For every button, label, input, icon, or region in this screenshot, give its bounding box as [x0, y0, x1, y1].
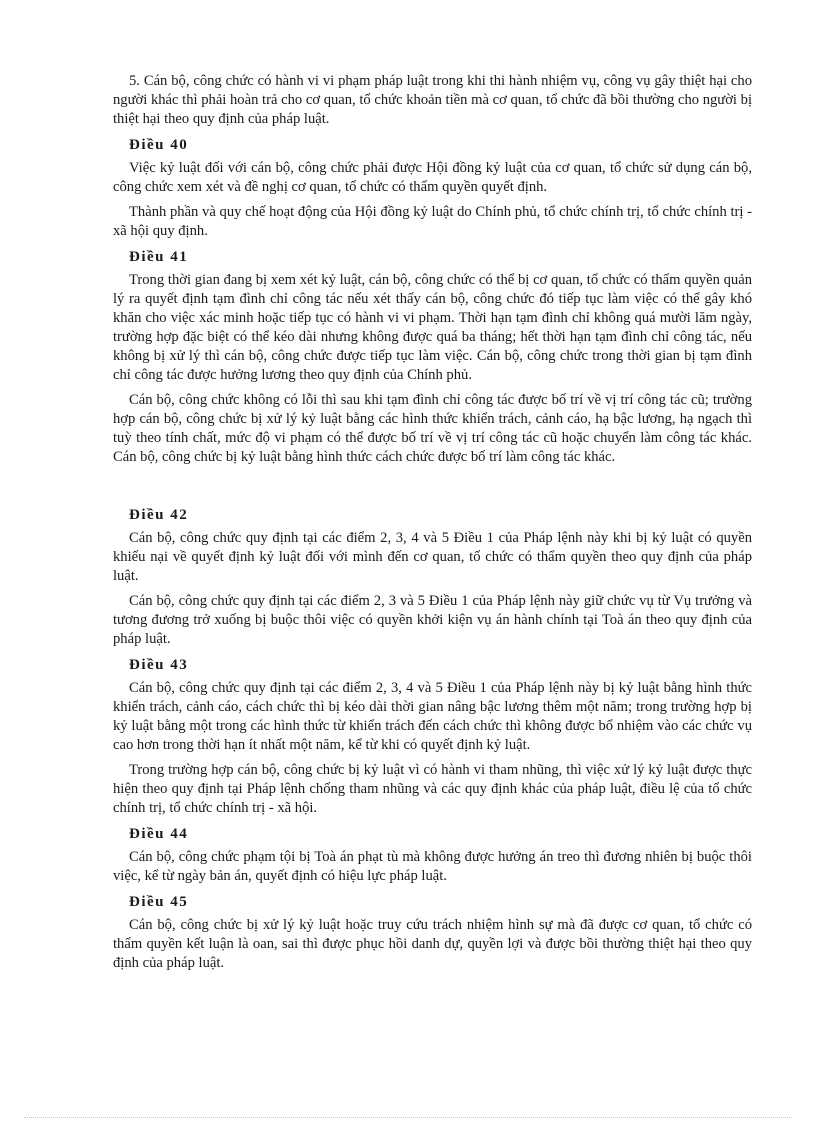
article-45-heading: Điều 45: [129, 894, 189, 910]
page-bottom-divider: [24, 1117, 792, 1118]
article-41-paragraph-1: Trong thời gian đang bị xem xét kỷ luật, cán bộ, công chức có thể bị cơ quan, tổ chức có thẩm quyền quản lý ra quyết định tạm đình chỉ công tác nếu xét thấy cán bộ, công chức đó tiếp tục làm việc có thể gây khó khăn cho việc xác minh hoặc tiếp tục có hành vi vi phạm. Thời hạn tạm đình chỉ không quá mười lăm ngày, trường hợp đặc biệt có thể kéo dài nhưng không được quá ba tháng; hết thời hạn tạm đình chỉ công tác, nếu không bị xử lý thì cán bộ, công chức được tiếp tục làm việc. Cán bộ, công chức trong thời gian bị tạm đình chỉ công tác được hưởng lương theo quy định của Chính phủ.: [113, 272, 752, 383]
document-page: [113, 72, 752, 979]
article-41-paragraph-2: Cán bộ, công chức không có lỗi thì sau khi tạm đình chỉ công tác được bố trí về vị trí công tác cũ; trường hợp cán bộ, công chức bị xử lý kỷ luật bằng các hình thức khiển trách, cảnh cáo, hạ bậc lương, hạ ngạch thì tuỳ theo tính chất, mức độ vi phạm có thể được bố trí về vị trí công tác cũ hoặc chuyển làm công tác khác. Cán bộ, công chức bị kỷ luật bằng hình thức cách chức được bố trí làm công tác khác.: [113, 392, 752, 465]
article-44-paragraph-1: Cán bộ, công chức phạm tội bị Toà án phạt tù mà không được hưởng án treo thì đương nhiên bị buộc thôi việc, kể từ ngày bản án, quyết định có hiệu lực pháp luật.: [113, 849, 752, 884]
article-43-paragraph-2: Trong trường hợp cán bộ, công chức bị kỷ luật vì có hành vi tham nhũng, thì việc xử lý kỷ luật được thực hiện theo quy định tại Pháp lệnh chống tham nhũng và các quy định khác của pháp luật, điều lệ của tổ chức chính trị, tổ chức chính trị - xã hội.: [113, 762, 752, 816]
article-41-heading: Điều 41: [129, 249, 189, 265]
article-44-heading: Điều 44: [129, 826, 189, 842]
article-43-paragraph-1: Cán bộ, công chức quy định tại các điểm 2, 3, 4 và 5 Điều 1 của Pháp lệnh này bị kỷ luật bằng hình thức khiển trách, cảnh cáo, cách chức thì bị kéo dài thời gian nâng bậc lương thêm một năm; trong trường hợp bị kỷ luật bằng một trong các hình thức từ khiển trách đến cách chức thì không được bổ nhiệm vào các chức vụ cao hơn trong thời hạn ít nhất một năm, kể từ khi có quyết định kỷ luật.: [113, 680, 752, 753]
section-gap: [113, 473, 752, 505]
article-40-paragraph-1: Việc kỷ luật đối với cán bộ, công chức phải được Hội đồng kỷ luật của cơ quan, tổ chức sử dụng cán bộ, công chức xem xét và đề nghị cơ quan, tổ chức có thẩm quyền quyết định.: [113, 160, 752, 195]
article-43-heading: Điều 43: [129, 657, 189, 673]
article-42-paragraph-2: Cán bộ, công chức quy định tại các điểm 2, 3 và 5 Điều 1 của Pháp lệnh này giữ chức vụ từ Vụ trưởng và tương đương trở xuống bị buộc thôi việc có quyền khởi kiện vụ án hành chính tại Toà án theo quy định của pháp luật.: [113, 593, 752, 647]
article-42-paragraph-1: Cán bộ, công chức quy định tại các điểm 2, 3, 4 và 5 Điều 1 của Pháp lệnh này khi bị kỷ luật có quyền khiếu nại về quyết định kỷ luật đối với mình đến cơ quan, tổ chức có thẩm quyền theo quy định của pháp luật.: [113, 530, 752, 584]
article-40-heading: Điều 40: [129, 137, 189, 153]
article-42-heading: Điều 42: [129, 507, 189, 523]
article-45-paragraph-1: Cán bộ, công chức bị xử lý kỷ luật hoặc truy cứu trách nhiệm hình sự mà đã được cơ quan, tổ chức có thẩm quyền kết luận là oan, sai thì được phục hồi danh dự, quyền lợi và được bồi thường thiệt hại theo quy định của pháp luật.: [113, 917, 752, 971]
article-39-paragraph-5: 5. Cán bộ, công chức có hành vi vi phạm pháp luật trong khi thi hành nhiệm vụ, công vụ gây thiệt hại cho người khác thì phải hoàn trả cho cơ quan, tổ chức khoản tiền mà cơ quan, tổ chức đã bồi thường cho người bị thiệt hại theo quy định của pháp luật.: [113, 73, 752, 127]
article-40-paragraph-2: Thành phần và quy chế hoạt động của Hội đồng kỷ luật do Chính phủ, tổ chức chính trị, tổ chức chính trị - xã hội quy định.: [113, 204, 752, 239]
